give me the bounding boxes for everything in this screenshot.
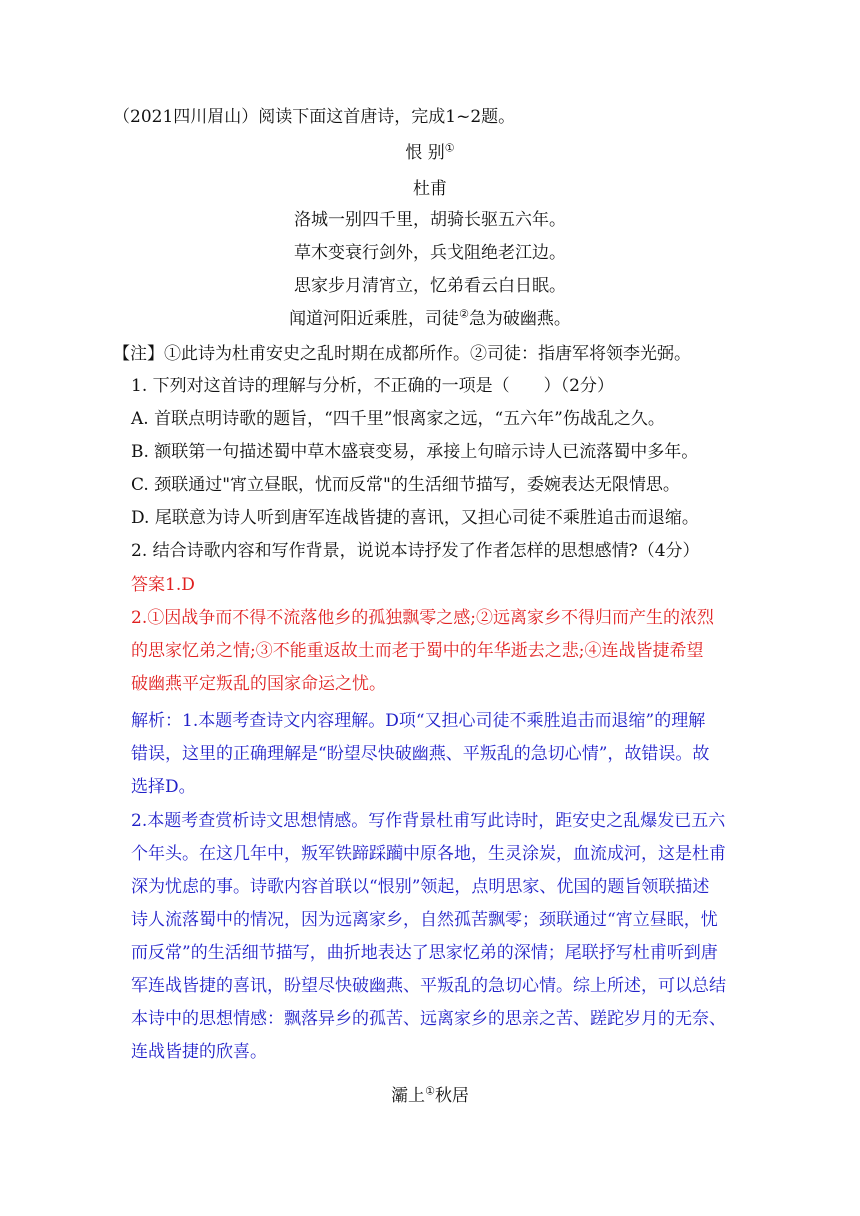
analysis-2-line-8: 连战皆捷的欣喜。 <box>131 1042 267 1062</box>
poem-line-1: 洛城一别四千里，胡骑长驱五六年。 <box>294 210 566 230</box>
intro-text: （2021四川眉山）阅读下面这首唐诗，完成1~2题。 <box>113 107 516 127</box>
next-poem-title-part-1: 灞上 <box>391 1086 426 1106</box>
question-1-option-d: D. 尾联意为诗人听到唐军连战皆捷的喜讯，又担心司徒不乘胜追击而退缩。 <box>131 508 699 528</box>
poem-line-4-part-2: 急为破幽燕。 <box>468 309 571 329</box>
poem-title-text: 恨 别 <box>405 143 445 163</box>
answer-2-line-3: 破幽燕平定叛乱的国家命运之忧。 <box>131 674 386 694</box>
analysis-2-line-2: 个年头。在这几年中，叛军铁蹄踩躏中原各地，生灵涂炭，血流成河，这是杜甫 <box>131 844 726 864</box>
poem-line-4 <box>0 306 860 332</box>
answer-2-line-1: 2.①因战争而不得不流落他乡的孤独飘零之感;②远离家乡不得归而产生的浓烈 <box>131 608 714 628</box>
analysis-2-line-5: 而反常”的生活细节描写，曲折地表达了思家忆弟的深情；尾联抒写杜甫听到唐 <box>131 943 718 963</box>
next-poem-title-part-2: 秋居 <box>434 1086 469 1106</box>
question-1-option-a: A. 首联点明诗歌的题旨，“四千里”恨离家之远，“五六年”伤战乱之久。 <box>131 409 665 429</box>
question-1: 1. 下列对这首诗的理解与分析，不正确的一项是（ ）（2分） <box>131 376 614 396</box>
analysis-2-line-1: 2.本题考查赏析诗文思想情感。写作背景杜甫写此诗时，距安史之乱爆发已五六 <box>131 811 726 831</box>
analysis-2-line-7: 本诗中的思想情感：飘落异乡的孤苦、远离家乡的思亲之苦、蹉跎岁月的无奈、 <box>131 1009 726 1029</box>
poem-line-4-footnote-mark: ② <box>459 307 469 321</box>
analysis-2-line-6: 军连战皆捷的喜讯，盼望尽快破幽燕、平叛乱的急切心情。综上所述，可以总结 <box>131 976 726 996</box>
poem-line-4-part-1: 闻道河阳近乘胜，司徒 <box>289 309 460 329</box>
question-2: 2. 结合诗歌内容和写作背景，说说本诗抒发了作者怎样的思想感情?（4分） <box>131 541 700 561</box>
poem-line-3: 思家步月清宵立，忆弟看云白日眠。 <box>294 276 566 296</box>
poem-author: 杜甫 <box>413 179 447 199</box>
question-1-option-b: B. 额联第一句描述蜀中草木盛衰变易，承接上句暗示诗人已流落蜀中多年。 <box>131 442 699 462</box>
poem-title-footnote-mark: ① <box>444 141 455 155</box>
analysis-1-line-1: 解析：1.本题考查诗文内容理解。D项“又担心司徒不乘胜追击而退缩”的理解 <box>131 711 706 731</box>
question-1-option-c: C. 颈联通过"宵立昼眠，忧而反常"的生活细节描写，委婉表达无限情思。 <box>131 475 680 495</box>
poem-note: 【注】①此诗为杜甫安史之乱时期在成都所作。②司徒：指唐军将领李光弼。 <box>113 344 691 364</box>
poem-title <box>0 140 860 166</box>
analysis-1-line-3: 选择D。 <box>131 777 196 797</box>
next-poem-title <box>0 1083 860 1109</box>
next-poem-title-footnote-mark: ① <box>425 1084 435 1098</box>
answer-2-line-2: 的思家忆弟之情;③不能重返故土而老于蜀中的年华逝去之悲;④连战皆捷希望 <box>131 641 704 661</box>
analysis-1-line-2: 错误，这里的正确理解是“盼望尽快破幽燕、平叛乱的急切心情”，故错误。故 <box>131 744 710 764</box>
answer-1: 答案1.D <box>131 575 195 595</box>
analysis-2-line-3: 深为忧虑的事。诗歌内容首联以“恨别”领起，点明思家、优国的题旨领联描述 <box>131 877 710 897</box>
poem-line-2: 草木变衰行剑外，兵戈阻绝老江边。 <box>294 243 566 263</box>
analysis-2-line-4: 诗人流落蜀中的情况，因为远离家乡，自然孤苦飘零；颈联通过“宵立昼眠，忧 <box>131 910 718 930</box>
